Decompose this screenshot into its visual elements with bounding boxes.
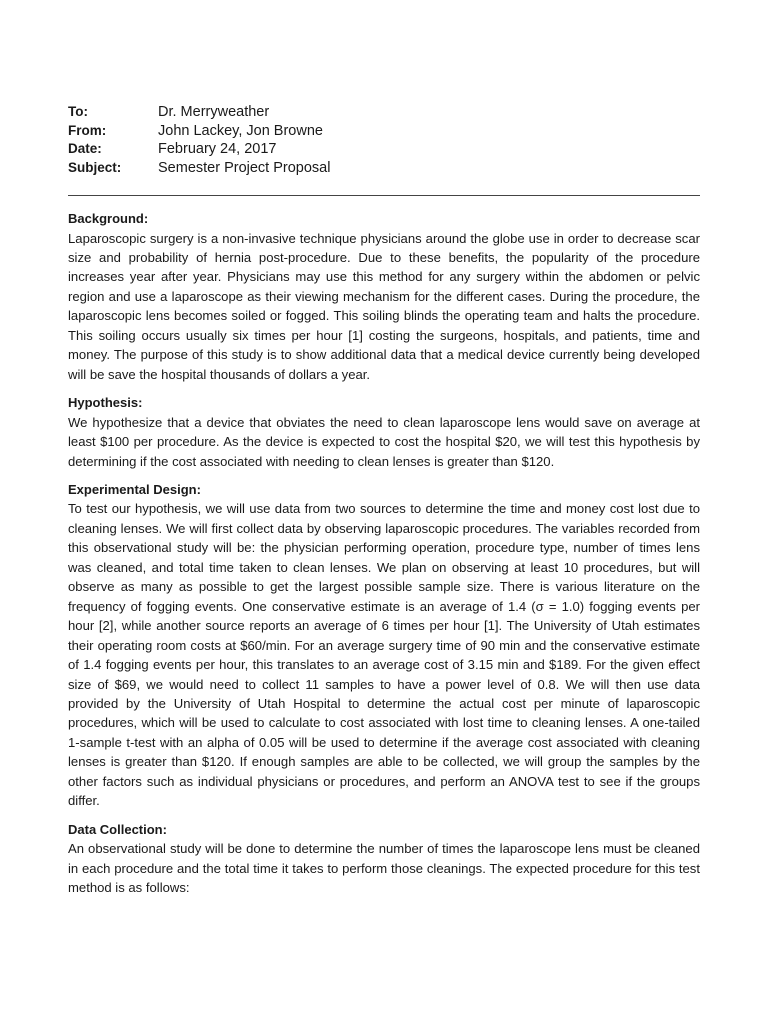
background-paragraph: Laparoscopic surgery is a non-invasive technique physicians around the globe use in order to decrease scar size and probability of hernia post-procedure. Due to these benefits, the popularity of the procedure increases year after year. Physicians may use this method for any surgery within the abdomen or pelvic region and use a laparoscope as their viewing mechanism for the different cases. During the procedure, the laparoscopic lens becomes soiled or fogged. This soiling blinds the operating team and halts the procedure. This soiling occurs usually six times per hour [1] costing the surgeons, hospitals, and patients, time and money. The purpose of this study is to show additional data that a medical device currently being developed will be save the hospital thousands of dollars a year. xyxy=(68,230,700,382)
experimental-design-section xyxy=(68,480,700,811)
background-heading: Background: xyxy=(68,211,149,226)
memo-date-label: Date: xyxy=(68,141,102,156)
memo-from-value: John Lackey, Jon Browne xyxy=(158,122,323,139)
memo-body xyxy=(68,209,700,907)
memo-from-row xyxy=(68,122,700,141)
experimental-design-paragraph: To test our hypothesis, we will use data from two sources to determine the time and money cost lost due to cleaning lenses. We will first collect data by observing laparoscopic procedures. The variables recorded from this observational study will be: the physician performing operation, procedure type, number of times lens was cleaned, and total time taken to clean lenses. We plan on observing at least 10 procedures, but will observe as many as possible to get the largest possible sample size. There is various literature on the frequency of fogging events. One conservative estimate is an average of 1.4 (σ = 1.0) fogging events per hour [2], while another source reports an average of 6 times per hour [1]. The University of Utah estimates their operating room costs at $60/min. For an average surgery time of 90 min and the conservative estimate of 1.4 fogging events per hour, this translates to an average cost of 3.15 min and $189. For the given effect size of $69, we would need to collect 11 samples to have a power level of 0.8. We will then use data provided by the University of Utah Hospital to determine the actual cost per minute of laparoscopic procedures, which will be used to calculate to cost associated with lost time to cleaning lenses. A one-tailed 1-sample t-test with an alpha of 0.05 will be used to determine if the average cost associated with cleaning lenses is greater than $120. If enough samples are able to be collected, we will group the samples by the other factors such as individual physicians or procedures, and perform an ANOVA test to see if the groups differ. xyxy=(68,501,700,809)
data-collection-section xyxy=(68,820,700,898)
memo-to-label: To: xyxy=(68,104,88,119)
memo-to-row xyxy=(68,103,700,122)
data-collection-heading: Data Collection: xyxy=(68,821,167,837)
memo-subject-row xyxy=(68,159,700,178)
memo-from-label: From: xyxy=(68,122,107,138)
hypothesis-heading: Hypothesis: xyxy=(68,395,143,411)
experimental-design-heading: Experimental Design: xyxy=(68,481,201,497)
hypothesis-section xyxy=(68,393,700,471)
memo-to-value: Dr. Merryweather xyxy=(158,104,270,120)
memo-subject-label: Subject: xyxy=(68,159,122,175)
memo-date-value: February 24, 2017 xyxy=(158,141,277,157)
memo-header xyxy=(68,103,700,177)
header-divider xyxy=(68,195,700,196)
background-section xyxy=(68,209,700,384)
data-collection-paragraph: An observational study will be done to determine the number of times the laparoscope lens must be cleaned in each procedure and the total time it takes to perform those cleanings. The expected procedure for this test method is as follows: xyxy=(68,841,700,896)
memo-subject-value: Semester Project Proposal xyxy=(158,159,331,176)
hypothesis-paragraph: We hypothesize that a device that obviates the need to clean laparoscope lens would save on average at least $100 per procedure. As the device is expected to cost the hospital $20, we will test this hypothesis by determining if the cost associated with needing to clean lenses is greater than $120. xyxy=(68,414,700,469)
memo-date-row xyxy=(68,140,700,159)
